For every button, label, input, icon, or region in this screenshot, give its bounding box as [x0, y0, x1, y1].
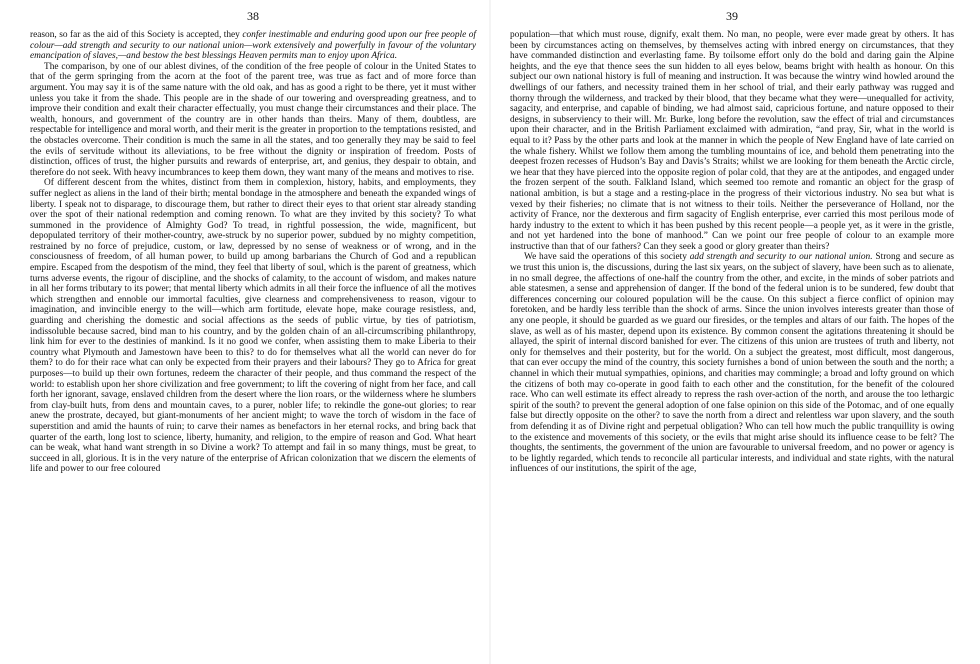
text-run: The comparison, by one of our ablest divines, of the condition of the free people of colour in the United States to that of the germ springing from the acorn at the foot of the parent tree, was true as fact and of more force than argument. You may say it is of the same nature with the old oak, and has as good a right to be there, yet it must wither unless you take it from the shade. This people are in the shade of our towering and overspreading greatness, and to improve their condition and exalt their character effectually, you must change their circumstances and their place. The wealth, honours, and government of the country are in other hands than theirs. Many of them, doubtless, are respectable for intelligence and moral worth, and their merit is the greater in proportion to the temptations resisted, and the obstacles overcome. Their condition is much the same in all the states, and too generally they may be said to feel the evils of servitude without its alleviations, to be free without the dignity or inspiration of freedom. Posts of distinction, offices of trust, the higher pursuits and rewards of enterprise, art, and genius, they despair to obtain, and therefore do not seek. With heavy incumbrances to keep them down, they want many of the means and motives to rise. [30, 61, 476, 178]
paragraph [30, 178, 476, 475]
text-run: population—that which must rouse, dignify, exalt them. No man, no people, were ever made great by others. It has been by circumstances acting on themselves, by themselves acting with inbred energy on circumstances, that they have commanded distinction and everlasting fame. By toilsome effort only do the bold and daring gain the Alpine heights, and the eye that thence sees the sun hidden to all eyes below, beams bright with health as honour. On this subject our own national history is full of meaning and instruction. It was because the wintry wind howled around the dwellings of our fathers, and necessity trained them in her school of trial, and their early pathway was rugged and thorny through the wilderness, and tracked by their blood, that they became what they were—unequalled for activity, sagacity, and enterprise, and capable of binding, we had almost said, capricious fortune, and nature opposed to their designs, in subserviency to their will. Mr. Burke, long before the revolution, saw the effect of trial and circumstances upon their character, and in the British Parliament exclaimed with admiration, “and pray, Sir, what in the world is equal to it? Pass by the other parts and look at the manner in which the people of New England have of late carried on the whale fishery. Whilst we follow them among the tumbling mountains of ice, and behold them penetrating into the deepest frozen recesses of Hudson’s Bay and Davis’s Straits; whilst we are looking for them beneath the Arctic circle, we hear that they have pierced into the opposite region of polar cold, that they are at the antipodes, and engaged under the frozen serpent of the south. Falkland Island, which seemed too remote and romantic an object for the grasp of national ambition, is but a stage and a resting-place in the progress of their victorious industry. No sea but what is vexed by their fisheries; no climate that is not witness to their toils. Neither the perseverance of Holland, nor the activity of France, nor the dexterous and firm sagacity of English enterprise, ever carried this most perilous mode of hardy industry to the extent to which it has been pushed by this recent people—a people yet, as it were in the gristle, and not yet hardened into the bone of manhood.” Can we point our free people of colour to an example more instructive than that of our fathers? Can they seek a good or glory greater than theirs? [510, 30, 954, 252]
text-run: Strong and secure as we trust this union is, the discussions, during the last six years, on the subject of slavery, have been such as to alienate, in no small degree, the affections of one-half the country from the other, and excite, in the minds of sober patriots and able statesmen, a sense and apprehension of danger. If the bond of the federal union is to be sundered, few doubt that differences concerning our coloured population will be the cause. On this subject a fierce conflict of opinion may foretoken, and be hardly less terrible than the shock of arms. Since the union involves interests greater than those of any one people, it should be guarded as we guard our firesides, or the temples and altars of our faith. The hopes of the slave, as well as of his master, depend upon its existence. By common consent the agitations threatening it should be allayed, the spirit of internal discord banished for ever. The citizens of this union are trustees of truth and liberty, not only for themselves and their posterity, but for the world. On a subject the greatest, most difficult, most dangerous, that can ever occupy the mind of the country, this society furnishes a bond of union between the south and the north; a channel in which their mutual sympathies, opinions, and charities may commingle; a broad and lofty ground on which the citizens of both may co-operate in good faith to each other and the constitution, for the benefit of the coloured race. Who can well estimate its effect already to repress the rash over-action of the north, and arouse the too lethargic spirit of the south? to prevent the general adoption of one false opinion on this side of the Potomac, and of one equally false but directly opposite on the other? to save the north from a direct and relentless war upon slavery, and the south from defending it as of Divine right and perpetual obligation? Who can tell how much the public tranquillity is owing to the existence and movements of this society, or the evils that might arise should its influence cease to be felt? The thoughts, the sentiments, the government of the union are favourable to universal freedom, and no power or agency is to be lightly regarded, which tends to reconcile all particular interests, and individual and state rights, with the natural influences of our institutions, the spirit of the age, [510, 252, 954, 475]
paragraph [30, 62, 476, 179]
page-number: 38 [247, 9, 259, 23]
text-run: We have said the operations of this society [524, 252, 690, 263]
text-run: reason, so far as the aid of this Society is accepted, they [30, 30, 243, 40]
paragraph [510, 252, 954, 474]
paragraph [30, 30, 476, 62]
italic-text: add strength and security to our national union. [689, 252, 873, 263]
text-run: Of different descent from the whites, distinct from them in complexion, history, habits, and employments, they suffer neglect as aliens in the land of their birth; mental bondage in the atmosphere and beneath the expanded wings of liberty. I speak not to disparage, to discourage them, but rather to direct their eyes to that orient star already standing over the spot of their national redemption and coming renown. To what are they invited by this society? To what summoned in the providence of Almighty God? To tread, in rightful possession, the wide, magnificent, but depopulated territory of their mother-country, awe-struck by no superior power, subdued by no mighty competition, restrained by no force of prejudice, custom, or law, depressed by no sense of weakness or of wrong, and in the consciousness of freedom, of all human power, to build up among barbarians the Church of God and a republican empire. Escaped from the despotism of the mind, they feel that liberty of soul, which is the parent of greatness, which turns adverse events, the rigour of discipline, and the shocks of calamity, to the account of wisdom, and makes nature in all her forms tributary to its power; that mental liberty which admits in all their force the influence of all the motives which strengthen and ennoble our immortal faculties, give clearness and comprehensiveness to reason, vigour to imagination, and invincible energy to the will—which arm fortitude, elevate hope, make courage resistless, and, guarding and cherishing the domestic and social affections as the seeds of public virtue, by ties of patriotism, indissoluble because sacred, bind man to his country, and by the golden chain of an all-circumscribing philanthropy, link him for ever to the destinies of mankind. Is it no good we confer, when assisting them to make Liberia to their country what Plymouth and Jamestown have been to this? to do for themselves what all the world can never do for them? to do for their race what can only be expected from their prayers and their labours? They go to Africa for great purposes—to build up their own fortunes, redeem the character of their people, and thus command the respect of the world: to establish upon her shore civilization and free government; to lift the covering of night from her face, and call forth her ignorant, savage, enslaved children from the desert where the lion roars, or the wilderness where he slumbers from clay-built huts, from dens and mountain caves, to a purer, nobler life; to rekindle the gone-out glories; to rear anew the prostrate, decayed, but giant-monuments of her ancient might; to wave the torch of wisdom in the face of superstition and amid the haunts of ruin; to carve their names as benefactors in her eternal rocks, and bring back that quarter of the earth, long lost to science, liberty, humanity, and religion, to the empire of reason and God. What heart can be weak, what hand want strength in so Divine a work? To attempt and fail in so many things, must be great, to succeed in all, glorious. It is in the very nature of the enterprise of African colonization that we discern the elements of life and power to our free coloured [30, 178, 476, 475]
page-text [510, 30, 954, 475]
page-number: 39 [726, 9, 738, 23]
italic-text: confer inestimable and enduring good upon our free people of colour—add strength and security to our national union—work extensively and powerfully in favour of the voluntary emancipation of slaves,—and bestow the best blessings Heaven permits man to enjoy upon Africa. [30, 30, 477, 62]
right-page [490, 0, 980, 664]
paragraph [510, 30, 954, 252]
page-text [30, 30, 476, 475]
